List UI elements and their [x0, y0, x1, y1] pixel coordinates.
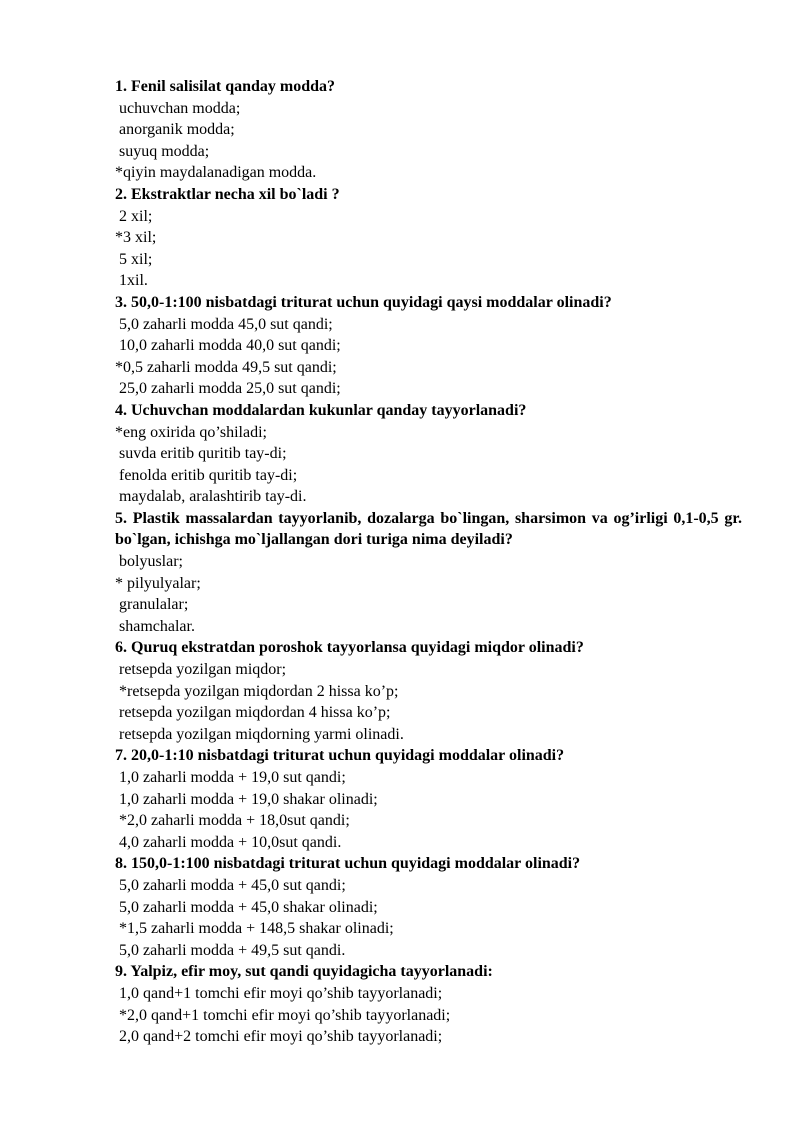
answer-option: anorganik modda;: [115, 121, 235, 139]
question-block-8: [115, 853, 742, 961]
answer-option: *qiyin maydalanadigan modda.: [115, 164, 317, 182]
answer-option: retsepda yozilgan miqdor;: [115, 661, 287, 679]
question-title: 6. Quruq ekstratdan poroshok tayyorlansa quyidagi miqdor olinadi?: [115, 639, 584, 657]
answer-option: maydalab, aralashtirib tay-di.: [115, 488, 307, 506]
answer-option: *2,0 zaharli modda + 18,0sut qandi;: [115, 812, 350, 830]
answer-option: *3 xil;: [115, 229, 157, 247]
question-block-2: [115, 184, 742, 292]
question-block-7: [115, 745, 742, 853]
question-block-6: [115, 637, 742, 745]
answer-option: 1,0 zaharli modda + 19,0 sut qandi;: [115, 769, 346, 786]
question-title: 8. 150,0-1:100 nisbatdagi triturat uchun quyidagi moddalar olinadi?: [115, 855, 581, 873]
answer-option: retsepda yozilgan miqdorning yarmi olinadi.: [115, 725, 404, 743]
answer-option: 5,0 zaharli modda + 49,5 sut qandi.: [115, 941, 346, 959]
question-block-5: [115, 508, 742, 638]
answer-option: fenolda eritib quritib tay-di;: [115, 466, 298, 484]
answer-option: granulalar;: [115, 596, 189, 614]
question-block-3: [115, 292, 742, 400]
answer-option: *1,5 zaharli modda + 148,5 shakar olinadi;: [115, 920, 394, 938]
question-block-4: [115, 400, 742, 508]
answer-option: *eng oxirida qo’shiladi;: [115, 423, 267, 441]
question-title: 5. Plastik massalardan tayyorlanib, dozalarga bo`lingan, sharsimon va og’irligi 0,1-0,5 gr. bo`lgan, ichishga mo`ljallangan dori turiga nima deyiladi?: [115, 509, 742, 549]
answer-option: 5,0 zaharli modda + 45,0 sut qandi;: [115, 876, 346, 894]
answer-option: 1,0 zaharli modda + 19,0 shakar olinadi;: [115, 790, 378, 808]
question-title: 2. Ekstraktlar necha xil bo`ladi ?: [115, 185, 340, 203]
answer-option: * pilyulyalar;: [115, 574, 201, 592]
answer-option: suvda eritib quritib tay-di;: [115, 445, 287, 463]
question-title: 3. 50,0-1:100 nisbatdagi triturat uchun quyidagi qaysi moddalar olinadi?: [115, 293, 612, 311]
question-title: 1. Fenil salisilat qanday modda?: [115, 78, 336, 95]
answer-option: 4,0 zaharli modda + 10,0sut qandi.: [115, 833, 342, 851]
question-block-9: [115, 961, 742, 1047]
answer-option: 5,0 zaharli modda 45,0 sut qandi;: [115, 315, 333, 333]
answer-option: 2,0 qand+2 tomchi efir moyi qo’shib tayyorlanadi;: [115, 1028, 443, 1046]
answer-option: 5 xil;: [115, 250, 153, 268]
answer-option: 10,0 zaharli modda 40,0 sut qandi;: [115, 337, 341, 355]
answer-option: shamchalar.: [115, 617, 195, 635]
answer-option: retsepda yozilgan miqdordan 4 hissa ko’p;: [115, 704, 391, 722]
answer-option: 2 xil;: [115, 207, 153, 225]
question-title: 9. Yalpiz, efir moy, sut qandi quyidagicha tayyorlanadi:: [115, 963, 493, 981]
answer-option: 1xil.: [115, 272, 148, 290]
question-block-1: [115, 76, 742, 184]
answer-option: suyuq modda;: [115, 142, 210, 160]
answer-option: *retsepda yozilgan miqdordan 2 hissa ko’p;: [115, 682, 399, 700]
answer-option: *0,5 zaharli modda 49,5 sut qandi;: [115, 358, 337, 376]
answer-option: *2,0 qand+1 tomchi efir moyi qo’shib tayyorlanadi;: [115, 1006, 451, 1024]
answer-option: 1,0 qand+1 tomchi efir moyi qo’shib tayyorlanadi;: [115, 984, 443, 1002]
answer-option: uchuvchan modda;: [115, 99, 241, 117]
answer-option: bolyuslar;: [115, 553, 183, 571]
question-title: 7. 20,0-1:10 nisbatdagi triturat uchun quyidagi moddalar olinadi?: [115, 747, 565, 765]
answer-option: 5,0 zaharli modda + 45,0 shakar olinadi;: [115, 898, 378, 916]
answer-option: 25,0 zaharli modda 25,0 sut qandi;: [115, 380, 341, 398]
question-title: 4. Uchuvchan moddalardan kukunlar qanday tayyorlanadi?: [115, 401, 527, 419]
